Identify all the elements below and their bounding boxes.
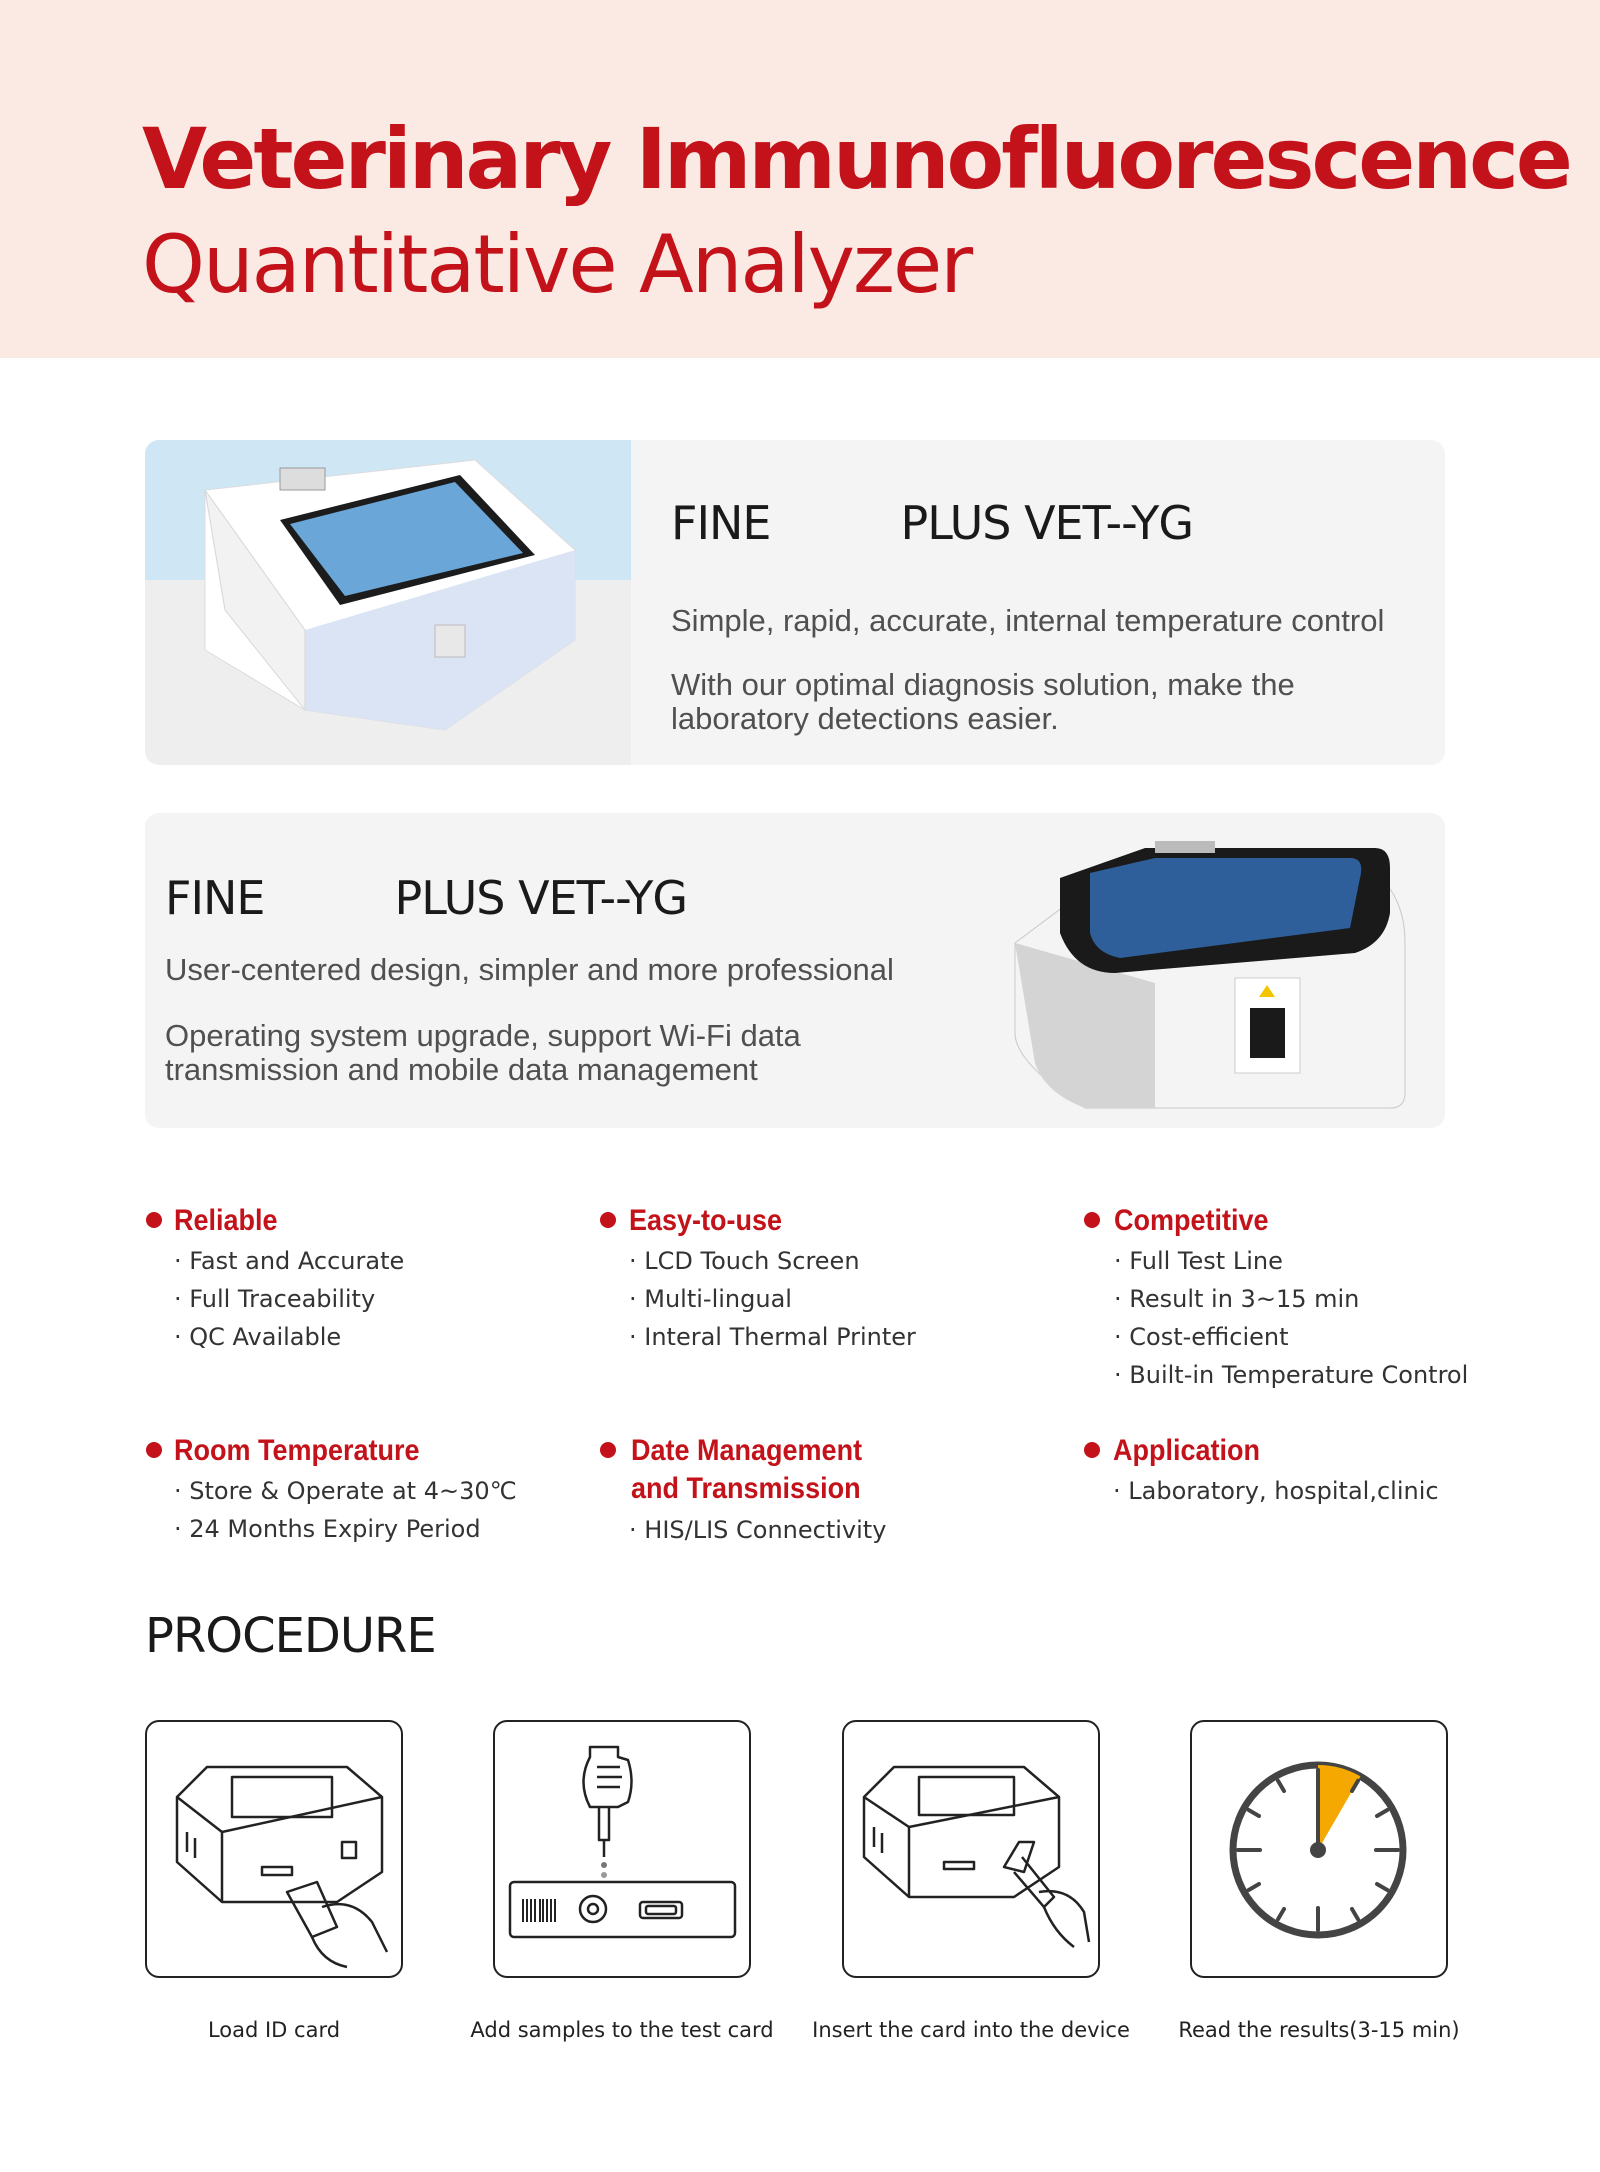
product-desc-4: Operating system upgrade, support Wi-Fi data transmission and mobile data management bbox=[165, 1018, 801, 1087]
feature-list-room-temperature bbox=[174, 1472, 517, 1548]
feature-title-application: Application bbox=[1113, 1434, 1261, 1467]
step-1-box bbox=[145, 1720, 403, 1978]
bullet-dot bbox=[146, 1212, 162, 1228]
step-1-label: Load ID card bbox=[207, 2018, 341, 2042]
analyzer-image-1 bbox=[145, 440, 631, 765]
feature-item: · Laboratory, hospital,clinic bbox=[1113, 1472, 1439, 1510]
step-4-label: Read the results(3-15 min) bbox=[1178, 2018, 1460, 2042]
product-model-1 bbox=[671, 496, 1193, 550]
model-suffix: PLUS VET--YG bbox=[900, 496, 1193, 550]
clock-icon bbox=[1192, 1722, 1445, 1975]
bullet-dot bbox=[600, 1442, 616, 1458]
step-4-box bbox=[1190, 1720, 1448, 1978]
feature-list-date-management bbox=[629, 1511, 886, 1549]
feature-title-line: and Transmission bbox=[631, 1472, 861, 1505]
model-prefix: FINE bbox=[671, 496, 771, 550]
feature-item: · Result in 3~15 min bbox=[1114, 1280, 1468, 1318]
feature-item: · LCD Touch Screen bbox=[629, 1242, 916, 1280]
pipette-test-card-icon bbox=[495, 1722, 748, 1975]
feature-item: · Cost-efficient bbox=[1114, 1318, 1468, 1356]
step-3-box bbox=[842, 1720, 1100, 1978]
step-3-label: Insert the card into the device bbox=[812, 2018, 1130, 2042]
header-banner bbox=[0, 0, 1600, 358]
feature-item: · 24 Months Expiry Period bbox=[174, 1510, 517, 1548]
feature-item: · QC Available bbox=[174, 1318, 404, 1356]
feature-list-reliable bbox=[174, 1242, 404, 1356]
analyzer-image-2 bbox=[1005, 833, 1425, 1123]
product-desc-1: Simple, rapid, accurate, internal temperature control bbox=[671, 603, 1385, 638]
page-subtitle: Quantitative Analyzer bbox=[142, 218, 972, 311]
procedure-title: PROCEDURE bbox=[145, 1608, 436, 1664]
feature-list-easy-to-use bbox=[629, 1242, 916, 1356]
feature-title-reliable: Reliable bbox=[174, 1204, 278, 1237]
model-prefix: FINE bbox=[165, 871, 265, 925]
page-title: Veterinary Immunofluorescence bbox=[142, 110, 1570, 208]
product-desc-3: User-centered design, simpler and more professional bbox=[165, 952, 894, 987]
step-2-box bbox=[493, 1720, 751, 1978]
step-2-label: Add samples to the test card bbox=[470, 2018, 774, 2042]
product-model-2 bbox=[165, 871, 687, 925]
feature-title-room-temperature: Room Temperature bbox=[174, 1434, 420, 1467]
product-card-2 bbox=[145, 813, 1445, 1128]
feature-item: · Store & Operate at 4~30℃ bbox=[174, 1472, 517, 1510]
bullet-dot bbox=[1084, 1212, 1100, 1228]
feature-item: · Multi-lingual bbox=[629, 1280, 916, 1318]
bullet-dot bbox=[146, 1442, 162, 1458]
feature-list-application bbox=[1113, 1472, 1439, 1510]
product-card-1 bbox=[145, 440, 1445, 765]
product-desc-2: With our optimal diagnosis solution, make the laboratory detections easier. bbox=[671, 667, 1295, 736]
device-insert-card-icon bbox=[844, 1722, 1097, 1975]
feature-list-competitive bbox=[1114, 1242, 1468, 1394]
feature-item: · HIS/LIS Connectivity bbox=[629, 1511, 886, 1549]
device-id-card-icon bbox=[147, 1722, 400, 1975]
feature-item: · Built-in Temperature Control bbox=[1114, 1356, 1468, 1394]
feature-title-competitive: Competitive bbox=[1114, 1204, 1269, 1237]
model-suffix: PLUS VET--YG bbox=[394, 871, 687, 925]
feature-item: · Fast and Accurate bbox=[174, 1242, 404, 1280]
feature-title-date-management bbox=[631, 1432, 862, 1508]
bullet-dot bbox=[1084, 1442, 1100, 1458]
feature-item: · Full Traceability bbox=[174, 1280, 404, 1318]
feature-title-line: Date Management bbox=[631, 1434, 863, 1467]
feature-title-easy-to-use: Easy-to-use bbox=[629, 1204, 783, 1237]
feature-item: · Interal Thermal Printer bbox=[629, 1318, 916, 1356]
bullet-dot bbox=[600, 1212, 616, 1228]
feature-item: · Full Test Line bbox=[1114, 1242, 1468, 1280]
